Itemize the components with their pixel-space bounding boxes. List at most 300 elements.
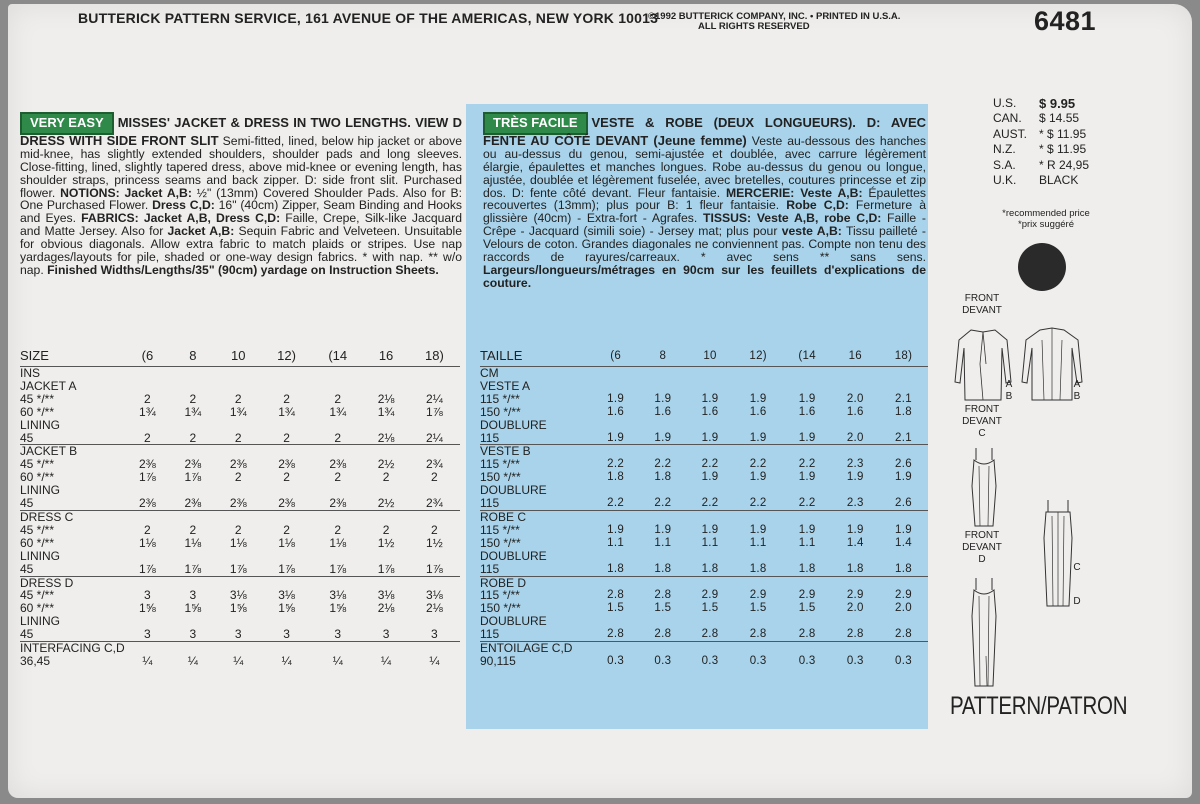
- table-cell: 1.1: [749, 536, 767, 549]
- table-cell: 2¼: [426, 430, 443, 445]
- table-cell: 2.1: [895, 392, 912, 405]
- table-cell: 2.8: [749, 628, 767, 641]
- table-cell: 10: [231, 347, 246, 363]
- table-cell: 2.8: [846, 628, 864, 641]
- yardage-table-english: [20, 346, 460, 668]
- table-cell: 1.6: [846, 405, 864, 418]
- table-row: [480, 589, 928, 602]
- table-cell: 1.8: [654, 562, 672, 575]
- table-cell: 2: [283, 522, 290, 537]
- table-cell: [832, 367, 879, 380]
- table-cell: [170, 576, 215, 589]
- table-cell: 3: [189, 627, 197, 642]
- table-cell: [686, 380, 733, 393]
- table-cell: ¼: [281, 653, 292, 668]
- table-cell: 1.1: [798, 536, 816, 549]
- table-cell: 1.9: [607, 392, 625, 405]
- table-cell: (14: [328, 347, 348, 363]
- table-cell: 1.5: [654, 602, 672, 615]
- table-cell: 2: [283, 391, 290, 406]
- table-cell: [592, 380, 639, 393]
- table-cell: 2: [283, 470, 290, 485]
- table-cell: 2.8: [701, 628, 719, 641]
- table-cell: [261, 367, 312, 380]
- table-cell: [639, 615, 686, 628]
- row-label: VESTE B: [480, 445, 592, 458]
- table-row: [20, 406, 460, 419]
- table-cell: 1.8: [798, 562, 816, 575]
- price-row: CAN. $ 14.55: [993, 111, 1080, 126]
- table-cell: 3: [431, 627, 438, 642]
- table-cell: 2⅛: [377, 391, 395, 406]
- table-cell: [125, 550, 170, 563]
- table-cell: 3: [189, 588, 197, 603]
- table-cell: [832, 550, 879, 563]
- row-label: JACKET A: [20, 378, 77, 393]
- table-cell: 3⅛: [278, 588, 295, 603]
- table-cell: 1.9: [607, 523, 625, 536]
- table-row: [20, 497, 460, 510]
- table-cell: [639, 484, 686, 497]
- table-cell: [686, 510, 733, 523]
- table-row: [20, 445, 460, 458]
- table-cell: 2: [382, 522, 390, 537]
- view-a-label: A B: [1005, 379, 1013, 402]
- table-cell: 1⅞: [139, 561, 156, 576]
- table-row: [480, 458, 928, 471]
- table-cell: 1.6: [654, 405, 672, 418]
- table-cell: 1.4: [895, 536, 912, 549]
- table-cell: [734, 380, 783, 393]
- table-cell: 1.9: [798, 431, 816, 444]
- table-cell: 2¼: [426, 391, 443, 406]
- row-label: 60 */**: [20, 470, 55, 485]
- table-cell: 1⅛: [278, 535, 295, 550]
- table-cell: [639, 550, 686, 563]
- table-cell: 0.3: [895, 654, 912, 667]
- table-cell: [312, 445, 363, 458]
- table-cell: [216, 576, 261, 589]
- table-cell: ¼: [381, 653, 392, 668]
- table-cell: [409, 419, 460, 432]
- row-label: 115: [480, 561, 500, 576]
- table-cell: (6: [610, 349, 622, 362]
- row-label: DOUBLURE: [480, 417, 547, 432]
- table-cell: [170, 367, 215, 380]
- table-cell: 2: [234, 522, 242, 537]
- table-row: [480, 471, 928, 484]
- table-cell: [734, 576, 783, 589]
- row-label: JACKET B: [20, 445, 125, 458]
- table-cell: 2.8: [654, 628, 672, 641]
- table-cell: [783, 642, 832, 655]
- table-cell: 1.9: [798, 523, 816, 536]
- table-cell: 3⅛: [426, 588, 443, 603]
- row-label: 115 */**: [480, 391, 520, 406]
- row-label: 45 */**: [20, 522, 55, 537]
- table-cell: 1¾: [184, 404, 202, 419]
- table-cell: [686, 419, 733, 432]
- table-cell: [216, 642, 261, 655]
- table-cell: 1.8: [701, 562, 719, 575]
- dress-c-back-drawing: [1038, 498, 1078, 610]
- table-cell: 1.9: [654, 392, 672, 405]
- price-row: U.S. $ 9.95: [993, 96, 1076, 111]
- table-cell: [592, 445, 639, 458]
- table-cell: ¼: [429, 653, 440, 668]
- table-cell: [170, 642, 215, 655]
- table-row: [480, 576, 928, 589]
- table-cell: [783, 615, 832, 628]
- price-note: *recommended price *prix suggéré: [1002, 208, 1090, 230]
- table-cell: 1.9: [749, 471, 767, 484]
- row-label: INTERFACING C,D: [20, 641, 125, 656]
- table-cell: [879, 576, 928, 589]
- table-cell: 3⅛: [329, 588, 347, 603]
- table-cell: [879, 380, 928, 393]
- table-cell: 18): [424, 347, 444, 363]
- table-row: [480, 510, 928, 523]
- table-cell: 2¾: [426, 496, 443, 511]
- table-cell: [686, 445, 733, 458]
- table-row: [20, 537, 460, 550]
- table-cell: 1.9: [749, 392, 767, 405]
- table-cell: [879, 484, 928, 497]
- table-cell: [409, 510, 460, 523]
- table-row: [20, 563, 460, 576]
- table-cell: 3: [144, 627, 151, 642]
- table-cell: 16: [378, 347, 394, 363]
- table-cell: [409, 642, 460, 655]
- table-cell: 2¾: [426, 457, 443, 472]
- table-row: [20, 393, 460, 406]
- table-cell: [832, 419, 879, 432]
- table-cell: [783, 445, 832, 458]
- table-cell: [783, 576, 832, 589]
- row-label: 60 */**: [20, 601, 55, 616]
- english-lead: MISSES' JACKET & DRESS IN TWO LENGTHS. VIEW D DRESS WITH SIDE FRONT SLIT: [20, 115, 462, 148]
- table-cell: 18): [894, 349, 913, 362]
- table-cell: 1.5: [607, 602, 625, 615]
- table-cell: [216, 380, 261, 393]
- table-cell: 1.9: [749, 431, 767, 444]
- publisher-address: BUTTERICK PATTERN SERVICE, 161 AVENUE OF THE AMERICAS, NEW YORK 10013: [78, 10, 659, 26]
- table-cell: [216, 445, 261, 458]
- table-cell: 1⅞: [377, 561, 395, 576]
- table-cell: 2.8: [607, 628, 625, 641]
- table-cell: [783, 550, 832, 563]
- table-cell: [216, 367, 261, 380]
- table-cell: 2.8: [654, 589, 672, 602]
- row-label: CM: [480, 367, 592, 380]
- table-cell: 12): [749, 349, 767, 362]
- table-cell: 1.6: [701, 405, 719, 418]
- table-row: [480, 393, 928, 406]
- row-label: 45: [20, 627, 34, 642]
- table-row: [480, 524, 928, 537]
- french-description: TRÈS FACILE VESTE & ROBE (DEUX LONGUEURS). D: AVEC FENTE AU CÔTÉ DEVANT (Jeune femme) Veste au-dessous des hanches ou au-dessus du genou, semi-ajustée et doublée, avec carrure légèrement élargie, épaulettes et manches longues. Robe au-dessus du genou ou longue, ajustée, doublée et légèrement fuselée, avec bretelles, coutures princesse et zip dos. D: fente côté devant. Fleur fantaisie. MERCERIE: Veste A,B: Épaulettes recouvertes (13mm); plus pour B: 1 fleur fantaisie. Robe C,D: Fermeture à glissière (40cm) - Extra-fort - Agrafes. TISSUS: Veste A,B, robe C,D: Faille - Crêpe - Jacquard (simili soie) - Jersey mat; plus pour veste A,B: Tissu pailleté - Velours de coton. Grandes diagonales ne conviennent pas. Compte non tenu des raccords de rayures/carreaux. * avec sens ** sans sens. Largeurs/longueurs/métrages en 90cm sur les feuillets d'explications de couture.: [483, 112, 926, 290]
- table-cell: 2: [144, 391, 151, 406]
- table-cell: 1½: [426, 535, 443, 550]
- table-cell: [363, 419, 408, 432]
- table-row: [20, 655, 460, 668]
- dress-d-front-drawing: [966, 576, 1002, 690]
- table-cell: [312, 576, 363, 589]
- table-cell: [261, 642, 312, 655]
- table-cell: ¼: [233, 653, 244, 668]
- table-cell: [592, 419, 639, 432]
- table-cell: 1⅞: [278, 561, 295, 576]
- table-cell: [639, 642, 686, 655]
- table-cell: 2.9: [846, 589, 864, 602]
- table-cell: 2: [431, 522, 438, 537]
- table-cell: 10: [703, 349, 717, 362]
- dress-c-front-drawing: [966, 446, 1002, 530]
- table-cell: 1.9: [749, 523, 767, 536]
- table-cell: 2: [144, 522, 151, 537]
- table-cell: [592, 642, 639, 655]
- row-label: 36,45: [20, 653, 51, 668]
- row-label: LINING: [20, 483, 61, 498]
- table-cell: 2.0: [895, 602, 912, 615]
- table-row: [20, 602, 460, 615]
- table-cell: [125, 419, 170, 432]
- very-easy-badge: VERY EASY: [20, 112, 114, 135]
- figure-label-ab: FRONT DEVANT: [962, 293, 1002, 316]
- table-row: [20, 510, 460, 523]
- table-cell: 3⅛: [229, 588, 247, 603]
- table-cell: 2.9: [798, 589, 816, 602]
- table-cell: 1⅝: [278, 601, 295, 616]
- table-row: [20, 419, 460, 432]
- table-cell: [734, 642, 783, 655]
- table-row: [480, 628, 928, 641]
- table-cell: [261, 445, 312, 458]
- table-cell: [409, 576, 460, 589]
- table-cell: [170, 550, 215, 563]
- table-cell: [832, 576, 879, 589]
- table-cell: 2: [189, 522, 197, 537]
- table-cell: [170, 419, 215, 432]
- table-cell: 2.0: [846, 602, 864, 615]
- table-cell: 2: [283, 430, 290, 445]
- row-label: ROBE C: [480, 510, 592, 523]
- table-cell: [125, 380, 170, 393]
- table-row: [20, 642, 460, 655]
- row-label: 115 */**: [480, 588, 520, 603]
- table-cell: [125, 367, 170, 380]
- table-cell: 2.2: [654, 497, 672, 510]
- row-label: 60 */**: [20, 404, 55, 419]
- table-cell: 2.2: [654, 458, 672, 471]
- table-cell: [261, 510, 312, 523]
- table-cell: 2⅜: [329, 457, 347, 472]
- price-row: S.A. * R 24,95: [993, 157, 1090, 172]
- table-cell: 1.9: [798, 471, 816, 484]
- table-cell: [363, 445, 408, 458]
- table-row: [480, 406, 928, 419]
- table-row: [480, 367, 928, 380]
- table-cell: 1.9: [846, 471, 864, 484]
- table-cell: 1.5: [749, 602, 767, 615]
- table-cell: 2⅛: [377, 601, 395, 616]
- table-cell: 2.2: [749, 458, 767, 471]
- table-cell: [686, 576, 733, 589]
- table-cell: [363, 642, 408, 655]
- table-cell: 2⅜: [184, 457, 202, 472]
- table-cell: [312, 367, 363, 380]
- table-row: [20, 432, 460, 445]
- table-cell: 0.3: [798, 654, 816, 667]
- table-cell: 1⅝: [229, 601, 247, 616]
- table-cell: 1⅞: [184, 470, 202, 485]
- table-cell: [879, 510, 928, 523]
- table-cell: [734, 550, 783, 563]
- table-cell: 0.3: [654, 654, 672, 667]
- table-cell: 2: [144, 430, 151, 445]
- table-cell: 1.1: [654, 536, 672, 549]
- table-row: [480, 642, 928, 655]
- table-cell: [879, 615, 928, 628]
- table-cell: [261, 419, 312, 432]
- table-cell: 0.3: [846, 654, 864, 667]
- row-label: DOUBLURE: [480, 614, 547, 629]
- table-row: [20, 628, 460, 641]
- table-cell: 2⅜: [229, 457, 247, 472]
- table-cell: 2.2: [798, 458, 816, 471]
- table-cell: 3⅛: [377, 588, 395, 603]
- table-cell: 1⅛: [139, 535, 156, 550]
- table-cell: 2: [234, 430, 242, 445]
- table-cell: 0.3: [607, 654, 625, 667]
- table-cell: [734, 615, 783, 628]
- table-cell: 1.4: [846, 536, 864, 549]
- row-label: 45: [20, 430, 34, 445]
- table-row: [20, 346, 460, 367]
- table-cell: 1.1: [607, 536, 625, 549]
- table-cell: ¼: [142, 653, 153, 668]
- table-cell: 1⅞: [229, 561, 247, 576]
- english-description: VERY EASY MISSES' JACKET & DRESS IN TWO LENGTHS. VIEW D DRESS WITH SIDE FRONT SLIT Semi-fitted, lined, below hip jacket or above mid-knee, has slightly extended shoulders, shoulder pads and long sleeves. Close-fitting, lined, slightly tapered dress, above mid-knee or evening length, has shoulder straps, princess seams and back zipper. D: side front slit. Purchased flower. NOTIONS: Jacket A,B: ½" (13mm) Covered Shoulder Pads. Also for B: One Purchased Flower. Dress C,D: 16" (40cm) Zipper, Seam Binding and Hooks and Eyes. FABRICS: Jacket A,B, Dress C,D: Faille, Crepe, Silk-like Jacquard and Matte Jersey. Also for Jacket A,B: Sequin Fabric and Velveteen. Unsuitable for obvious diagonals. Allow extra fabric to match plaids or stripes. Use nap yardages/layouts for pile, shaded or one-way design fabrics. * with nap. ** w/o nap. Finished Widths/Lengths/35" (90cm) yardage on Instruction Sheets.: [20, 112, 462, 277]
- table-cell: 16: [848, 349, 862, 362]
- row-label: 150 */**: [480, 470, 521, 485]
- row-label: 45: [20, 561, 34, 576]
- table-cell: 1¾: [377, 404, 395, 419]
- table-cell: (6: [141, 347, 154, 363]
- table-cell: [312, 510, 363, 523]
- table-cell: [592, 510, 639, 523]
- table-cell: 3: [283, 627, 290, 642]
- table-cell: 2: [189, 391, 197, 406]
- table-cell: 1.6: [607, 405, 625, 418]
- table-cell: [125, 510, 170, 523]
- yardage-table-french: [480, 346, 928, 668]
- table-cell: 2: [334, 430, 342, 445]
- table-cell: [592, 367, 639, 380]
- row-label: 115 */**: [480, 457, 520, 472]
- table-cell: [686, 367, 733, 380]
- table-cell: 1.9: [607, 431, 625, 444]
- table-cell: 2.2: [607, 497, 625, 510]
- table-cell: [832, 380, 879, 393]
- table-cell: 2.9: [895, 589, 912, 602]
- row-label: ENTOILAGE C,D: [480, 642, 592, 655]
- table-row: [20, 576, 460, 589]
- table-cell: [261, 550, 312, 563]
- price-row: U.K. BLACK: [993, 173, 1079, 188]
- table-cell: 1.9: [701, 523, 719, 536]
- table-cell: [125, 445, 170, 458]
- price-row: AUST. * $ 11.95: [993, 126, 1087, 141]
- table-cell: 1.8: [846, 562, 864, 575]
- table-cell: [216, 550, 261, 563]
- price-row: N.Z. * $ 11.95: [993, 142, 1087, 157]
- table-cell: 2.6: [895, 497, 912, 510]
- table-cell: 2⅜: [329, 496, 347, 511]
- table-cell: [832, 445, 879, 458]
- table-cell: 1¾: [278, 404, 295, 419]
- table-cell: 1⅛: [329, 535, 347, 550]
- table-cell: 2.0: [846, 392, 864, 405]
- table-cell: 1⅛: [184, 535, 202, 550]
- table-cell: 2⅛: [426, 601, 443, 616]
- table-cell: [832, 642, 879, 655]
- table-cell: [170, 380, 215, 393]
- table-row: [480, 550, 928, 563]
- table-row: [480, 615, 928, 628]
- table-cell: [734, 445, 783, 458]
- table-cell: 2⅛: [377, 430, 395, 445]
- table-cell: 12): [277, 347, 296, 363]
- french-lead: VESTE & ROBE (DEUX LONGUEURS). D: AVEC FENTE AU CÔTÉ DEVANT (Jeune femme): [483, 115, 926, 148]
- table-cell: 2.3: [846, 497, 864, 510]
- table-row: [20, 367, 460, 380]
- table-cell: 1.9: [701, 471, 719, 484]
- table-cell: 2½: [377, 496, 395, 511]
- row-label: 45 */**: [20, 588, 55, 603]
- table-cell: 1.8: [654, 471, 672, 484]
- table-row: [20, 550, 460, 563]
- table-cell: 2.0: [846, 431, 864, 444]
- pattern-patron-label: PATTERN/PATRON: [950, 692, 1128, 720]
- table-cell: 8: [189, 347, 197, 363]
- row-label: TAILLE: [480, 347, 523, 363]
- row-label: DRESS C: [20, 510, 125, 523]
- table-cell: 1.8: [607, 562, 625, 575]
- table-cell: 1.9: [701, 431, 719, 444]
- table-row: [20, 471, 460, 484]
- copyright: ©1992 BUTTERICK COMPANY, INC. • PRINTED IN U.S.A. ALL RIGHTS RESERVED: [648, 11, 901, 32]
- table-cell: 2: [334, 522, 342, 537]
- table-cell: [639, 419, 686, 432]
- row-label: 45 */**: [20, 457, 55, 472]
- table-cell: 1⅞: [139, 470, 156, 485]
- table-cell: [783, 484, 832, 497]
- table-cell: 2.2: [701, 497, 719, 510]
- table-cell: [879, 642, 928, 655]
- row-label: 90,115: [480, 653, 516, 668]
- table-cell: 2.2: [749, 497, 767, 510]
- table-cell: [592, 576, 639, 589]
- table-cell: [312, 642, 363, 655]
- table-cell: 1⅞: [426, 404, 443, 419]
- table-cell: 3: [382, 627, 390, 642]
- table-cell: 1.6: [749, 405, 767, 418]
- table-cell: [592, 484, 639, 497]
- table-cell: [261, 576, 312, 589]
- table-cell: 1.8: [895, 405, 912, 418]
- row-label: LINING: [20, 548, 61, 563]
